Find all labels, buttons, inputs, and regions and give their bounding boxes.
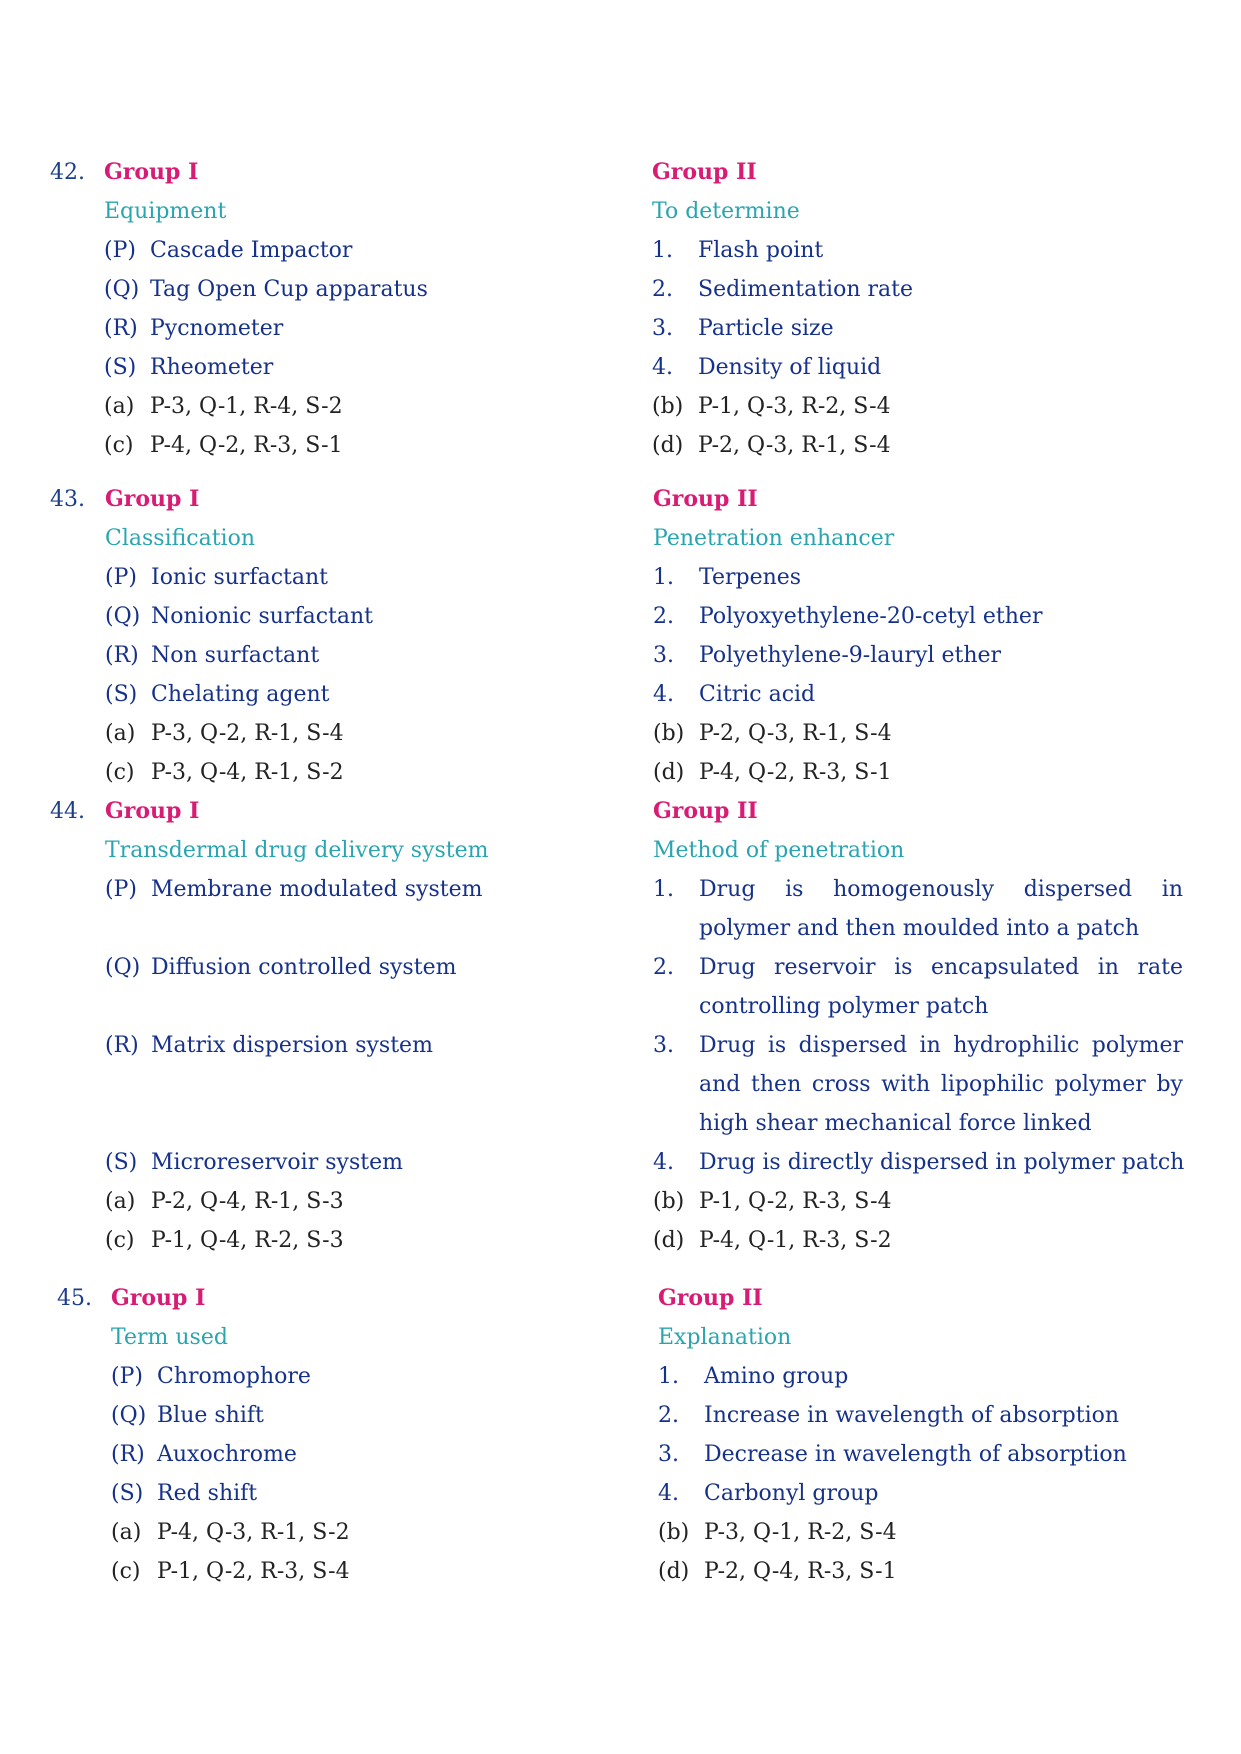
- option-text: P-1, Q-4, R-2, S-3: [151, 1228, 344, 1253]
- question-number: 42.: [50, 160, 85, 185]
- group-1-heading: Group I: [105, 798, 200, 824]
- option-text: P-3, Q-1, R-4, S-2: [150, 394, 343, 419]
- option-label: (d): [658, 1559, 690, 1584]
- group-1-heading: Group I: [111, 1285, 206, 1311]
- group-2-subheading: Penetration enhancer: [653, 526, 895, 551]
- group-2-item: [653, 948, 1183, 1026]
- group-2-item: [653, 558, 801, 597]
- item-text: Red shift: [157, 1481, 258, 1506]
- group-1-item: [105, 675, 330, 714]
- item-text: Particle size: [698, 316, 834, 341]
- group-1-item: [104, 309, 283, 348]
- item-label: (S): [111, 1481, 144, 1506]
- item-text: Drug reservoir is encapsulated in rate controlling polymer patch: [699, 955, 1183, 1019]
- option-d[interactable]: [653, 753, 892, 792]
- option-text: P-4, Q-2, R-3, S-1: [699, 760, 892, 785]
- question-number: 45.: [57, 1286, 92, 1311]
- group-2-item: [652, 270, 913, 309]
- option-label: (b): [653, 1189, 685, 1214]
- item-label: (P): [105, 565, 137, 590]
- item-text: Polyethylene-9-lauryl ether: [699, 643, 1002, 668]
- item-label: 4.: [653, 682, 674, 707]
- option-label: (b): [658, 1520, 690, 1545]
- option-label: (a): [111, 1520, 142, 1545]
- group-1-item: [111, 1435, 297, 1474]
- option-label: (c): [105, 760, 135, 785]
- item-text: Diffusion controlled system: [151, 955, 457, 980]
- option-a[interactable]: [105, 714, 344, 753]
- group-2-item: [652, 231, 823, 270]
- group-1-item: [105, 1026, 433, 1065]
- question-number: 44.: [50, 799, 85, 824]
- group-2-item: [658, 1474, 879, 1513]
- group-1-item: [105, 636, 319, 675]
- item-text: Flash point: [698, 238, 824, 263]
- item-label: 3.: [658, 1442, 679, 1467]
- option-text: P-3, Q-2, R-1, S-4: [151, 721, 344, 746]
- item-text: Polyoxyethylene-20-cetyl ether: [699, 604, 1043, 629]
- item-label: (R): [105, 643, 139, 668]
- item-label: 2.: [658, 1403, 679, 1428]
- option-text: P-4, Q-2, R-3, S-1: [150, 433, 343, 458]
- item-label: 3.: [653, 1033, 674, 1058]
- group-2-item: [653, 870, 1183, 948]
- item-text: Terpenes: [699, 565, 802, 590]
- group-1-subheading: Classification: [105, 526, 256, 551]
- group-2-subheading: To determine: [652, 199, 800, 224]
- group-2-item: [653, 1026, 1183, 1143]
- item-text: Sedimentation rate: [698, 277, 913, 302]
- item-text: Cascade Impactor: [150, 238, 353, 263]
- group-1-item: [105, 558, 328, 597]
- item-label: 4.: [658, 1481, 679, 1506]
- option-label: (d): [653, 760, 685, 785]
- option-text: P-4, Q-1, R-3, S-2: [699, 1228, 892, 1253]
- item-label: 4.: [653, 1150, 674, 1175]
- group-2-item: [652, 348, 881, 387]
- item-text: Carbonyl group: [704, 1481, 879, 1506]
- option-text: P-2, Q-3, R-1, S-4: [698, 433, 891, 458]
- item-text: Nonionic surfactant: [151, 604, 373, 629]
- item-text: Auxochrome: [157, 1442, 297, 1467]
- group-1-item: [104, 231, 352, 270]
- item-text: Amino group: [704, 1364, 849, 1389]
- group-1-item: [111, 1474, 257, 1513]
- item-label: (P): [111, 1364, 143, 1389]
- group-2-item: [653, 675, 815, 714]
- item-label: (Q): [105, 604, 141, 629]
- option-c[interactable]: [105, 753, 344, 792]
- group-2-heading: Group II: [658, 1285, 763, 1311]
- item-label: 1.: [658, 1364, 679, 1389]
- option-d[interactable]: [653, 1221, 892, 1260]
- group-2-heading: Group II: [653, 486, 758, 512]
- option-text: P-3, Q-1, R-2, S-4: [704, 1520, 897, 1545]
- item-label: (S): [105, 682, 138, 707]
- item-label: (P): [105, 877, 137, 902]
- group-2-item: [653, 1143, 1184, 1182]
- option-b[interactable]: [653, 714, 892, 753]
- option-label: (b): [652, 394, 684, 419]
- item-text: Membrane modulated system: [151, 877, 483, 902]
- option-text: P-1, Q-2, R-3, S-4: [157, 1559, 350, 1584]
- item-label: (S): [104, 355, 137, 380]
- item-label: 1.: [653, 877, 674, 902]
- option-text: P-2, Q-3, R-1, S-4: [699, 721, 892, 746]
- item-text: Chelating agent: [151, 682, 330, 707]
- option-label: (a): [104, 394, 135, 419]
- item-label: 3.: [653, 643, 674, 668]
- group-2-subheading: Explanation: [658, 1325, 792, 1350]
- item-label: (Q): [111, 1403, 147, 1428]
- option-a[interactable]: [105, 1182, 344, 1221]
- item-text: Increase in wavelength of absorption: [704, 1403, 1120, 1428]
- group-1-heading: Group I: [104, 159, 199, 185]
- group-1-item: [111, 1357, 311, 1396]
- item-label: (R): [111, 1442, 145, 1467]
- group-1-item: [111, 1396, 264, 1435]
- item-text: Rheometer: [150, 355, 274, 380]
- item-text: Ionic surfactant: [151, 565, 328, 590]
- option-label: (d): [652, 433, 684, 458]
- option-label: (a): [105, 1189, 136, 1214]
- option-label: (c): [111, 1559, 141, 1584]
- group-2-item: [658, 1357, 848, 1396]
- item-label: 2.: [652, 277, 673, 302]
- option-c[interactable]: [105, 1221, 344, 1260]
- group-1-item: [104, 270, 428, 309]
- item-text: Non surfactant: [151, 643, 320, 668]
- item-label: 2.: [653, 955, 674, 980]
- item-text: Blue shift: [157, 1403, 264, 1428]
- item-label: 1.: [653, 565, 674, 590]
- group-2-item: [653, 636, 1001, 675]
- item-label: 1.: [652, 238, 673, 263]
- group-2-item: [658, 1396, 1119, 1435]
- item-text: Microreservoir system: [151, 1150, 403, 1175]
- option-label: (b): [653, 721, 685, 746]
- group-1-item: [105, 948, 456, 987]
- option-text: P-2, Q-4, R-1, S-3: [151, 1189, 344, 1214]
- option-text: P-1, Q-3, R-2, S-4: [698, 394, 891, 419]
- option-c[interactable]: [111, 1552, 350, 1591]
- item-label: 3.: [652, 316, 673, 341]
- item-text: Drug is homogenously dispersed in polymer and then moulded into a patch: [699, 877, 1183, 941]
- option-text: P-2, Q-4, R-3, S-1: [704, 1559, 897, 1584]
- item-label: (R): [104, 316, 138, 341]
- option-d[interactable]: [652, 426, 891, 465]
- option-text: P-3, Q-4, R-1, S-2: [151, 760, 344, 785]
- option-text: P-1, Q-2, R-3, S-4: [699, 1189, 892, 1214]
- option-c[interactable]: [104, 426, 343, 465]
- option-b[interactable]: [653, 1182, 892, 1221]
- question-number: 43.: [50, 487, 85, 512]
- option-label: (c): [104, 433, 134, 458]
- option-d[interactable]: [658, 1552, 897, 1591]
- group-2-subheading: Method of penetration: [653, 838, 905, 863]
- option-label: (a): [105, 721, 136, 746]
- item-text: Tag Open Cup apparatus: [150, 277, 428, 302]
- group-1-item: [105, 870, 482, 909]
- group-1-heading: Group I: [105, 486, 200, 512]
- group-2-heading: Group II: [653, 798, 758, 824]
- option-b[interactable]: [658, 1513, 897, 1552]
- item-label: (P): [104, 238, 136, 263]
- group-1-subheading: Term used: [111, 1325, 228, 1350]
- group-1-item: [105, 597, 373, 636]
- group-2-item: [658, 1435, 1127, 1474]
- option-a[interactable]: [104, 387, 343, 426]
- item-text: Drug is directly dispersed in polymer patch: [699, 1150, 1185, 1175]
- group-1-subheading: Equipment: [104, 199, 227, 224]
- group-2-heading: Group II: [652, 159, 757, 185]
- item-text: Citric acid: [699, 682, 816, 707]
- item-text: Density of liquid: [698, 355, 882, 380]
- group-1-item: [104, 348, 273, 387]
- item-text: Matrix dispersion system: [151, 1033, 433, 1058]
- item-label: 4.: [652, 355, 673, 380]
- item-text: Chromophore: [157, 1364, 311, 1389]
- option-label: (c): [105, 1228, 135, 1253]
- group-2-item: [652, 309, 834, 348]
- group-1-item: [105, 1143, 403, 1182]
- option-a[interactable]: [111, 1513, 350, 1552]
- group-1-subheading: Transdermal drug delivery system: [105, 838, 489, 863]
- item-label: 2.: [653, 604, 674, 629]
- item-label: (R): [105, 1033, 139, 1058]
- item-text: Pycnometer: [150, 316, 284, 341]
- item-label: (Q): [104, 277, 140, 302]
- option-text: P-4, Q-3, R-1, S-2: [157, 1520, 350, 1545]
- option-label: (d): [653, 1228, 685, 1253]
- item-label: (Q): [105, 955, 141, 980]
- group-2-item: [653, 597, 1042, 636]
- item-text: Decrease in wavelength of absorption: [704, 1442, 1127, 1467]
- item-label: (S): [105, 1150, 138, 1175]
- item-text: Drug is dispersed in hydrophilic polymer and then cross with lipophilic polymer by high shear mechanical force linked: [699, 1033, 1183, 1136]
- option-b[interactable]: [652, 387, 891, 426]
